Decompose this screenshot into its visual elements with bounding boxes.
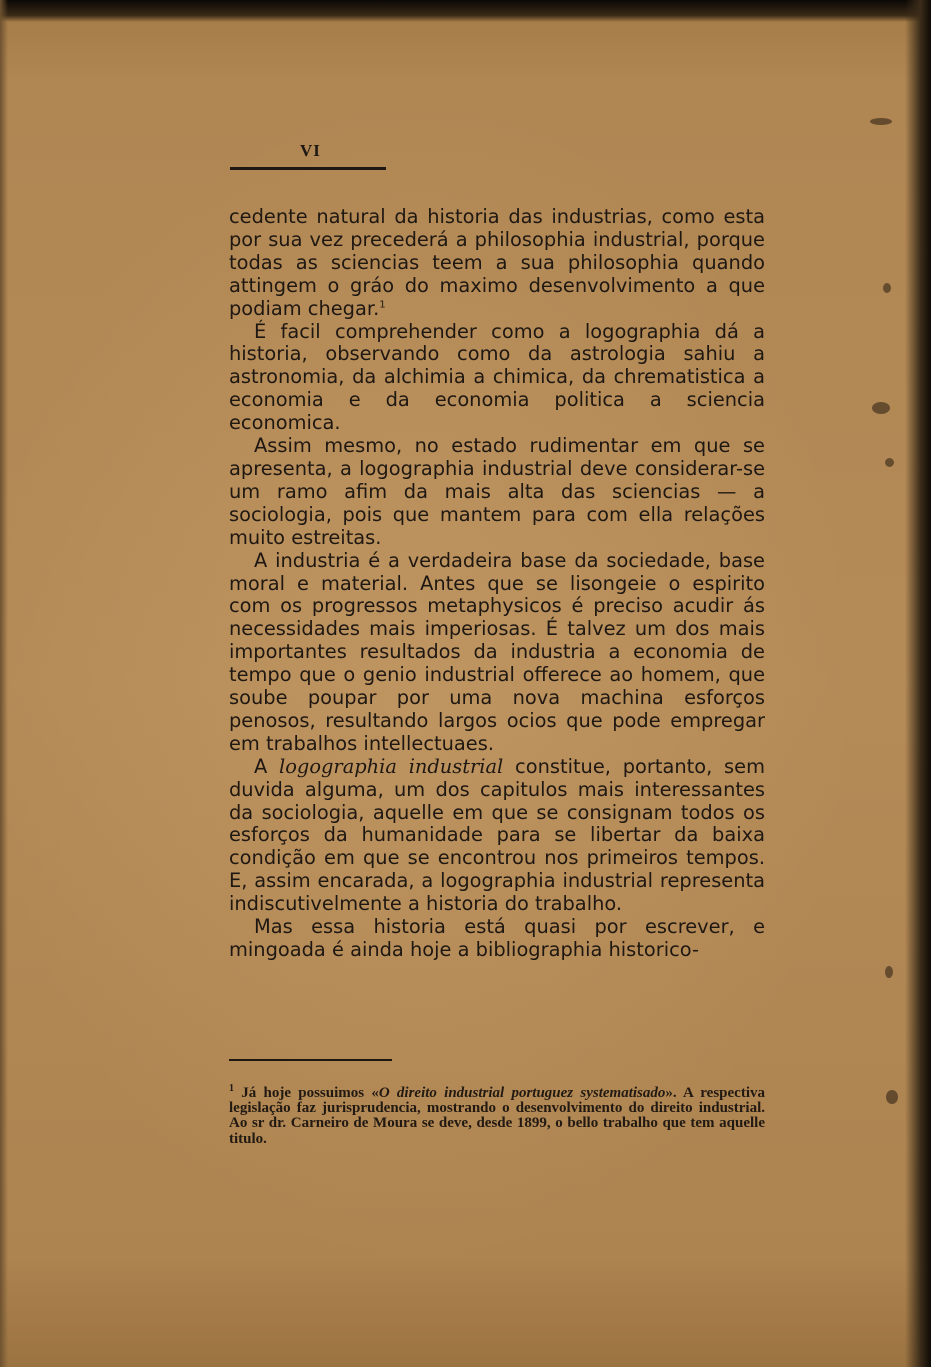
paragraph-4 bbox=[229, 550, 765, 756]
header-rule bbox=[230, 167, 386, 170]
page-top-edge bbox=[0, 0, 931, 22]
footnote-reference: 1 bbox=[379, 299, 386, 311]
paragraph-text: A industria é a verdadeira base da sociedade, base moral e material. Antes que se lisongeie o espirito com os progressos metaphysicos é preciso acudir ás necessidades mais imperiosas. É talvez um dos mais importantes resultados da industria a economia de tempo que o genio industrial offerece ao homem, que soube poupar por uma nova machina esforços penosos, resultando largos ocios que pode empregar em trabalhos intellectuaes. bbox=[229, 548, 765, 755]
footnote-text: ». A respectiva legislação faz jurisprudencia, mostrando o desenvolvimento do direito industrial. Ao sr dr. Carneiro de Moura se deve, desde 1899, o bello trabalho que tem aquelle titulo. bbox=[229, 1085, 765, 1147]
paragraph-1 bbox=[229, 206, 765, 321]
paper-mark bbox=[885, 966, 893, 978]
footnote-marker: 1 bbox=[229, 1083, 234, 1094]
paper-mark bbox=[870, 118, 892, 125]
paragraph-text: constitue, portanto, sem duvida alguma, um dos capitulos mais interessantes da sociologia, aquelle em que se consignam todos os esforços da humanidade para se libertar da baixa condição em que se encontrou nos primeiros tempos. E, assim encarada, a logographia industrial representa indiscutivelmente a historia do trabalho. bbox=[229, 754, 765, 916]
page-left-edge bbox=[0, 0, 8, 1367]
italic-term: logographia industrial bbox=[279, 754, 504, 778]
paper-mark bbox=[885, 458, 894, 467]
footnote-lead: Já hoje possuimos « bbox=[241, 1085, 379, 1101]
page-right-edge bbox=[905, 0, 931, 1367]
paper-mark bbox=[886, 1090, 898, 1104]
body-text bbox=[229, 206, 765, 962]
paragraph-5 bbox=[229, 756, 765, 916]
footnote-cited-title: O direito industrial portuguez systematisado bbox=[378, 1085, 666, 1101]
paragraph-2 bbox=[229, 321, 765, 436]
footnote-rule bbox=[229, 1059, 392, 1061]
footnote bbox=[229, 1083, 765, 1147]
paragraph-text: É facil comprehender como a logographia dá a historia, observando como da astrologia sahiu a astronomia, da alchimia a chimica, da chrematistica a economia e da economia politica a sciencia economica. bbox=[229, 319, 765, 435]
paragraph-3 bbox=[229, 435, 765, 550]
paragraph-text: Assim mesmo, no estado rudimentar em que se apresenta, a logographia industrial deve considerar-se um ramo afim da mais alta das sciencias — a sociologia, pois que mantem para com ella relações muito estreitas. bbox=[229, 434, 765, 549]
page-number: VI bbox=[300, 141, 321, 160]
paper-mark bbox=[883, 283, 891, 293]
paragraph-lead-word: A bbox=[254, 754, 268, 778]
paragraph-text: cedente natural da historia das industrias, como esta por sua vez precederá a philosophia industrial, porque todas as sciencias teem a sua philosophia quando attingem o gráo do maximo desenvolvimento a que podiam chegar. bbox=[229, 205, 765, 320]
paragraph-6 bbox=[229, 916, 765, 962]
paragraph-text: Mas essa historia está quasi por escrever, e mingoada é ainda hoje a bibliographia historico- bbox=[229, 915, 765, 961]
paper-mark bbox=[872, 402, 890, 414]
